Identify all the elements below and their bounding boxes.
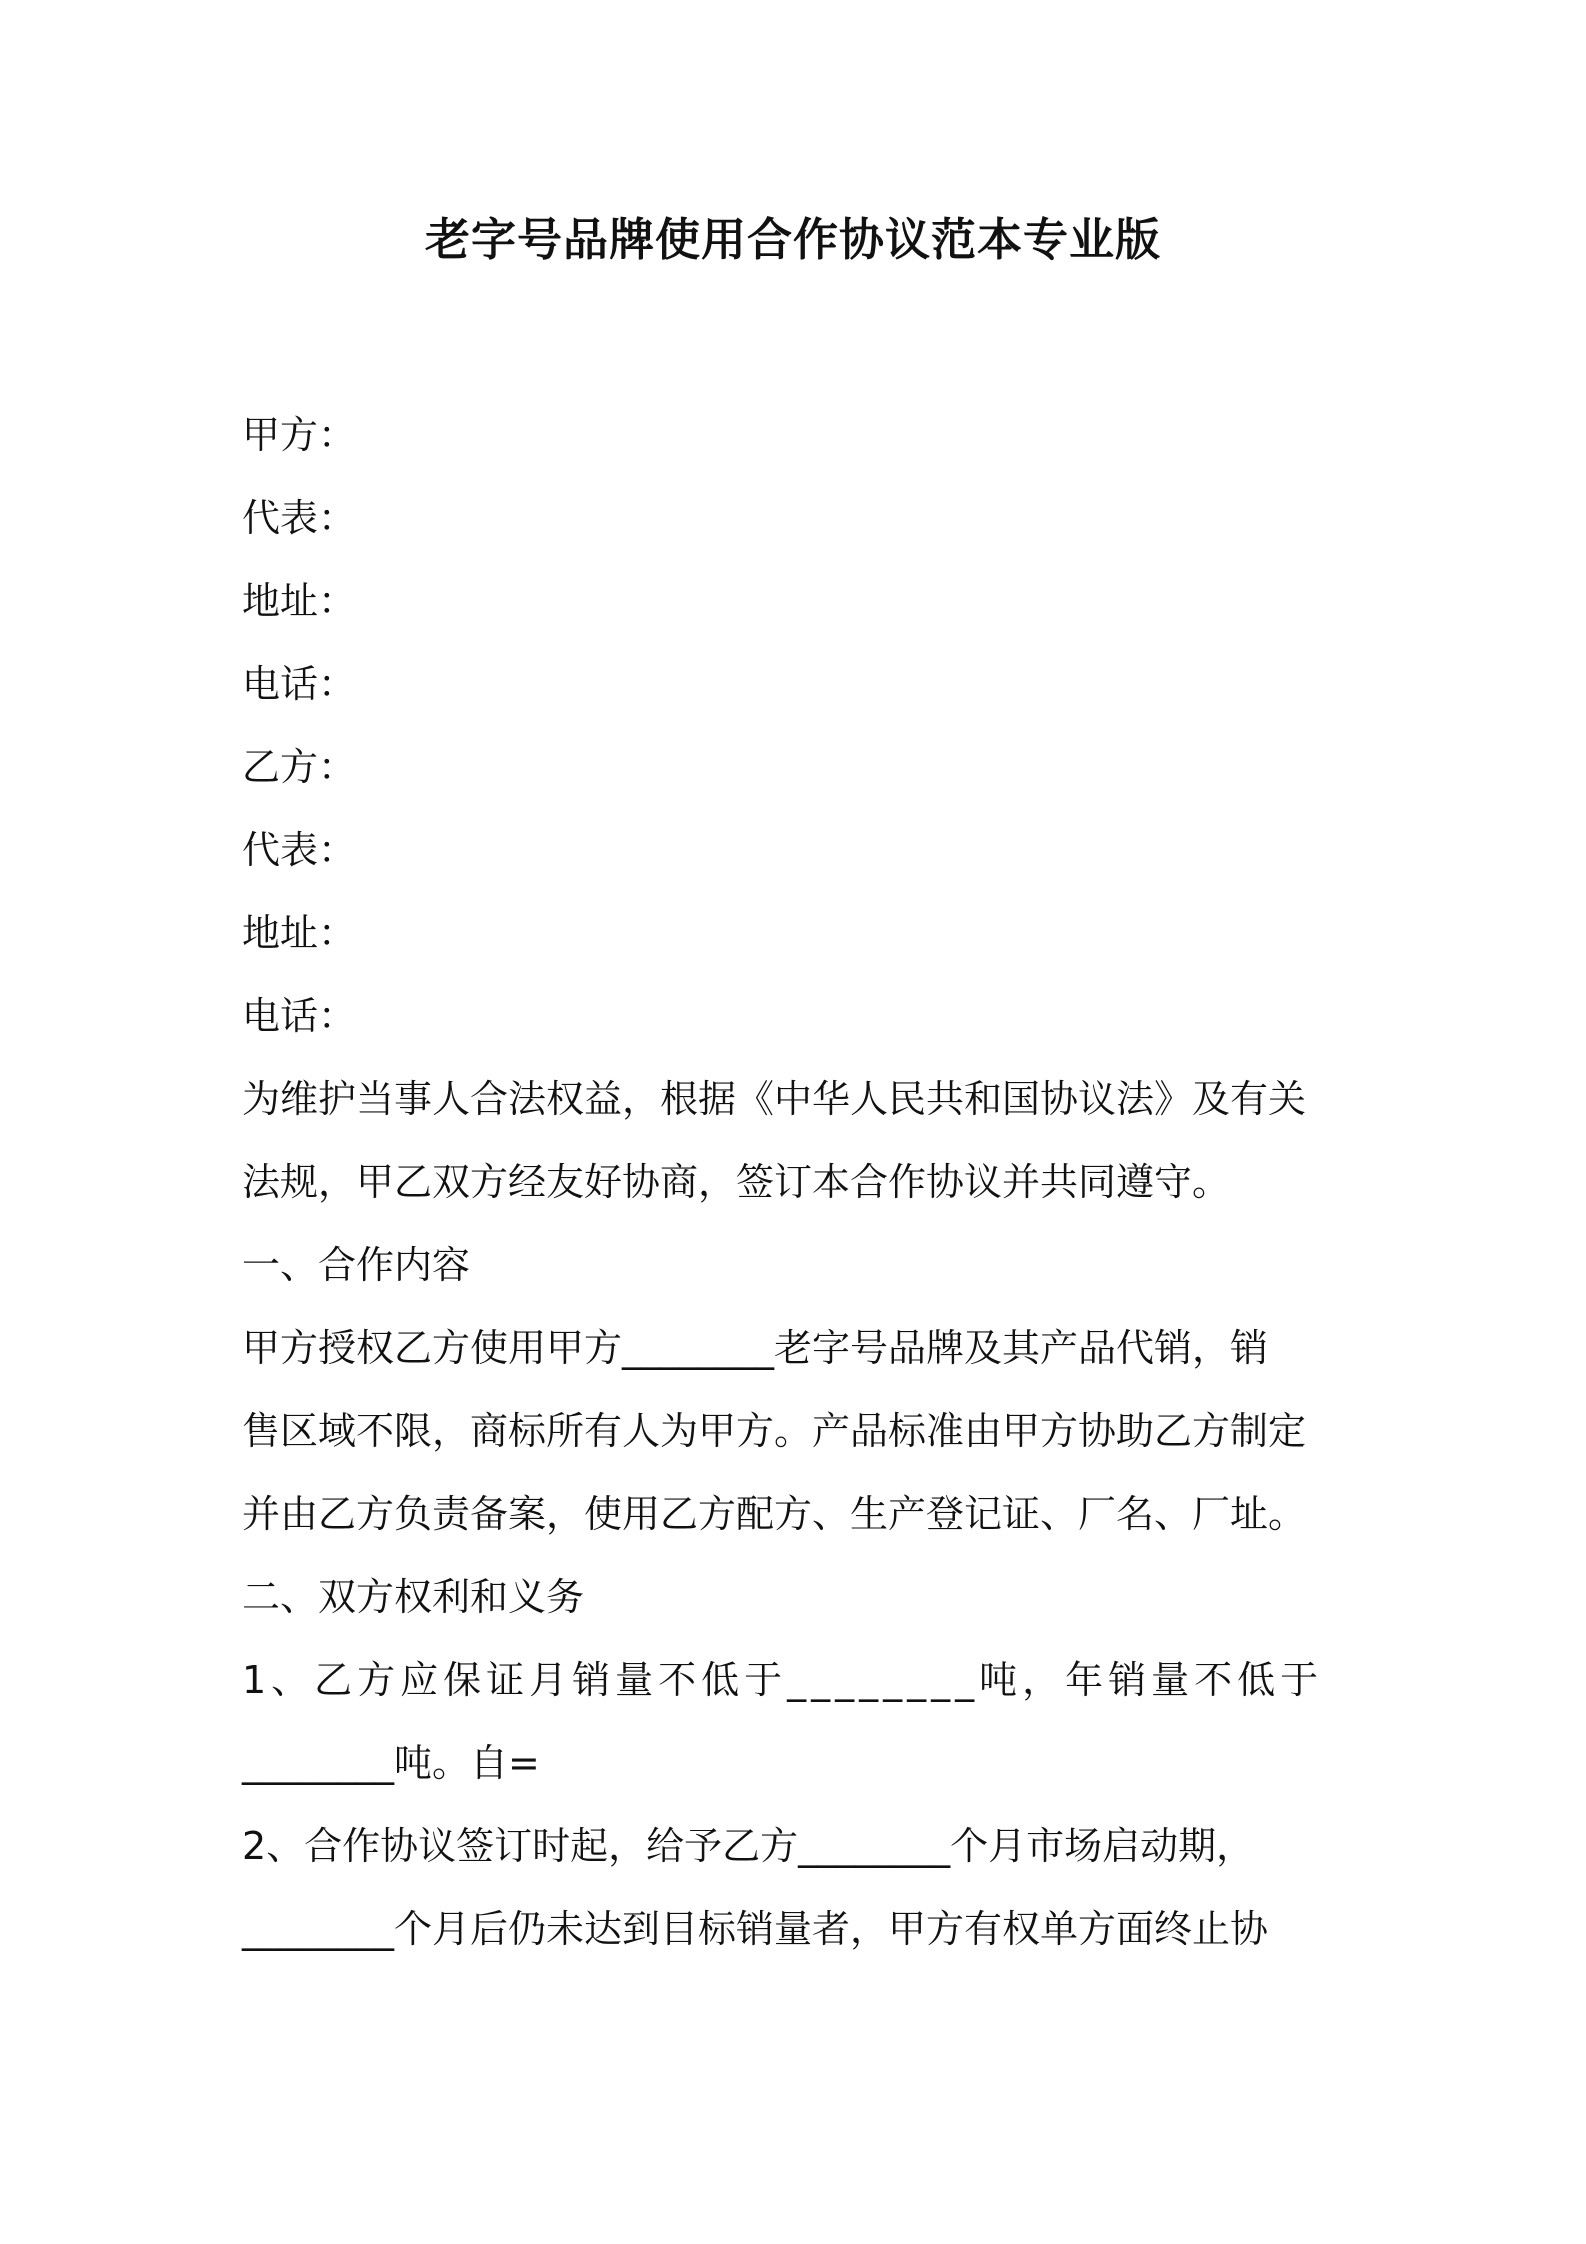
party-a-name-label: 甲方： (242, 413, 357, 457)
section-1-line-3: 并由乙方负责备案，使用乙方配方、生产登记证、厂名、厂址。 (242, 1492, 1307, 1536)
section-2-line-1: 1、乙方应保证月销量不低于________吨，年销量不低于 (242, 1658, 1324, 1702)
party-a-phone-label: 电话： (242, 662, 357, 706)
party-b-name-label: 乙方： (242, 745, 357, 789)
party-a-rep-label: 代表： (242, 496, 357, 540)
section-1-line-2: 售区域不限，商标所有人为甲方。产品标准由甲方协助乙方制定 (242, 1409, 1307, 1453)
section-2-line-3: 2、合作协议签订时起，给予乙方________个月市场启动期， (242, 1824, 1255, 1868)
party-a-address-label: 地址： (242, 579, 357, 623)
section-2-line-2: ________吨。自= (242, 1741, 540, 1785)
preamble-line-2: 法规，甲乙双方经友好协商，签订本合作协议并共同遵守。 (242, 1160, 1231, 1204)
section-1-heading: 一、合作内容 (242, 1243, 471, 1287)
preamble-line-1: 为维护当事人合法权益，根据《中华人民共和国协议法》及有关 (242, 1077, 1307, 1121)
party-b-phone-label: 电话： (242, 994, 357, 1038)
section-2-heading: 二、双方权利和义务 (242, 1575, 585, 1619)
party-b-rep-label: 代表： (242, 828, 357, 872)
document-title: 老字号品牌使用合作协议范本专业版 (424, 213, 1161, 266)
section-2-line-4: ________个月后仍未达到目标销量者，甲方有权单方面终止协 (242, 1907, 1269, 1951)
section-1-line-1: 甲方授权乙方使用甲方________老字号品牌及其产品代销，销 (242, 1326, 1269, 1370)
party-b-address-label: 地址： (242, 911, 357, 955)
